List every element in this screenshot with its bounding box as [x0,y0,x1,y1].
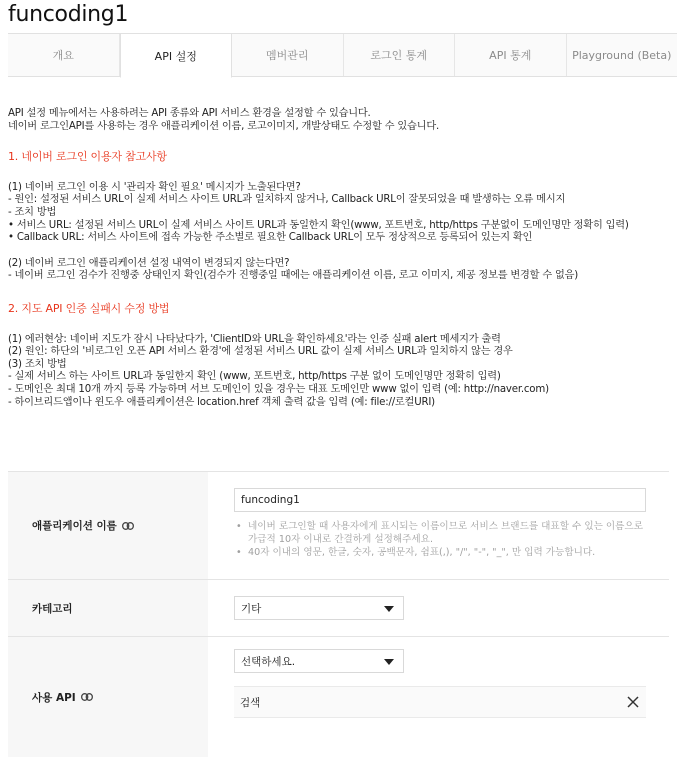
guide-content [8,108,677,409]
guide-line: (2) 원인: 하단의 '비로그인 오픈 API 서비스 환경'에 설정된 서비스 URL 값이 실제 서비스 URL과 일치하지 않는 경우 [8,346,513,358]
category-selected-value: 기타 [241,602,262,615]
app-name-label-text: 애플리케이션 이름 [32,520,117,532]
api-label-text: 사용 API [32,691,76,704]
guide-line: (2) 네이버 로그인 애플리케이션 설정 내역이 변경되지 않는다면? [8,257,290,269]
guide-line: • Callback URL: 서비스 사이트에 접속 가능한 주소별로 필요한 Callback URL이 모두 정상적으로 등록되어 있는지 확인 [8,232,533,244]
selected-api-label: 검색 [240,696,261,709]
hint-item: • 40자 이내의 영문, 한글, 숫자, 공백문자, 쉼표(,), "/", "-", "_", 만 입력 가능합니다. [234,546,648,559]
guide-line: • 서비스 URL: 설정된 서비스 URL이 실제 서비스 사이트 URL과 동일한지 확인(www, 포트번호, http/https 구분없이 도메인명만 정확히 입력) [8,219,629,231]
category-select[interactable] [234,596,404,620]
link-icon[interactable] [122,522,134,530]
section-title: 1. 네이버 로그인 이용자 참고사항 [8,150,167,164]
selected-api-chip [234,686,646,718]
guide-line: - 하이브리드앱이나 윈도우 애플리케이션은 location.href 객체 출력 값을 입력 (예: file://로컬URI) [8,396,435,408]
app-name-row [8,472,669,580]
guide-line: - 네이버 로그인 검수가 진행중 상태인지 확인(검수가 진행중일 때에는 애플리케이션 이름, 로고 이미지, 제공 정보를 변경할 수 없음) [8,270,579,282]
guide-line: - 조치 방법 [8,206,57,218]
api-selected-value: 선택하세요. [241,655,296,668]
guide-line: - 도메인은 최대 10개 까지 등록 가능하며 서브 도메인이 있을 경우는 대표 도메인만 www 없이 입력 (예: http://naver.com) [8,383,549,395]
close-icon[interactable] [626,695,640,709]
intro-line: API 설정 메뉴에서는 사용하려는 API 종류와 API 서비스 환경을 설정할 수 있습니다. [8,108,371,119]
app-name-label [8,472,208,579]
app-name-hints [234,520,669,559]
tab-overview[interactable]: 개요 [8,34,120,76]
intro-line: 네이버 로그인API를 사용하는 경우 애플리케이션 이름, 로고이미지, 개발상태도 수정할 수 있습니다. [8,120,440,132]
tab-api-settings[interactable]: API 설정 [120,34,233,78]
guide-line: (1) 네이버 로그인 이용 시 '관리자 확인 필요' 메시지가 노출된다면? [8,181,301,193]
tab-bar [8,33,677,77]
tab-api-stats[interactable]: API 통계 [455,34,567,76]
guide-line: - 원인: 설정된 서비스 URL이 실제 서비스 사이트 URL과 일치하지 않거나, Callback URL이 잘못되었을 때 발생하는 오류 메시지 [8,194,566,206]
chevron-down-icon [384,659,394,665]
hint-item: • 네이버 로그인할 때 사용자에게 표시되는 이름이므로 서비스 브랜드를 대표할 수 있는 이름으로 가급적 10자 이내로 간결하게 설정해주세요. [234,520,648,546]
tab-login-stats[interactable]: 로그인 통계 [344,34,456,76]
guide-line: (1) 에러현상: 네이버 지도가 잠시 나타났다가, 'ClientID와 URL을 확인하세요'라는 인증 실패 alert 메세지가 출력 [8,333,501,345]
api-select[interactable] [234,649,404,673]
app-name-input[interactable] [234,488,646,512]
settings-form [8,471,669,757]
category-label [8,580,208,636]
category-label-text: 카테고리 [32,602,73,615]
section-title: 2. 지도 API 인증 실패시 수정 방법 [8,301,170,315]
guide-line: (3) 조치 방법 [8,358,67,370]
page-title: funcoding1 [8,2,129,27]
tab-member-management[interactable]: 멤버관리 [232,34,344,76]
category-row [8,580,669,637]
tab-playground[interactable]: Playground (Beta) [572,48,672,62]
link-icon[interactable] [81,693,93,701]
api-label [8,637,208,757]
guide-line: - 실제 서비스 하는 사이트 URL과 동일한지 확인 (www, 포트번호, http/https 구분 없이 도메인명만 정확히 입력) [8,371,501,383]
api-row [8,637,669,757]
chevron-down-icon [384,606,394,612]
